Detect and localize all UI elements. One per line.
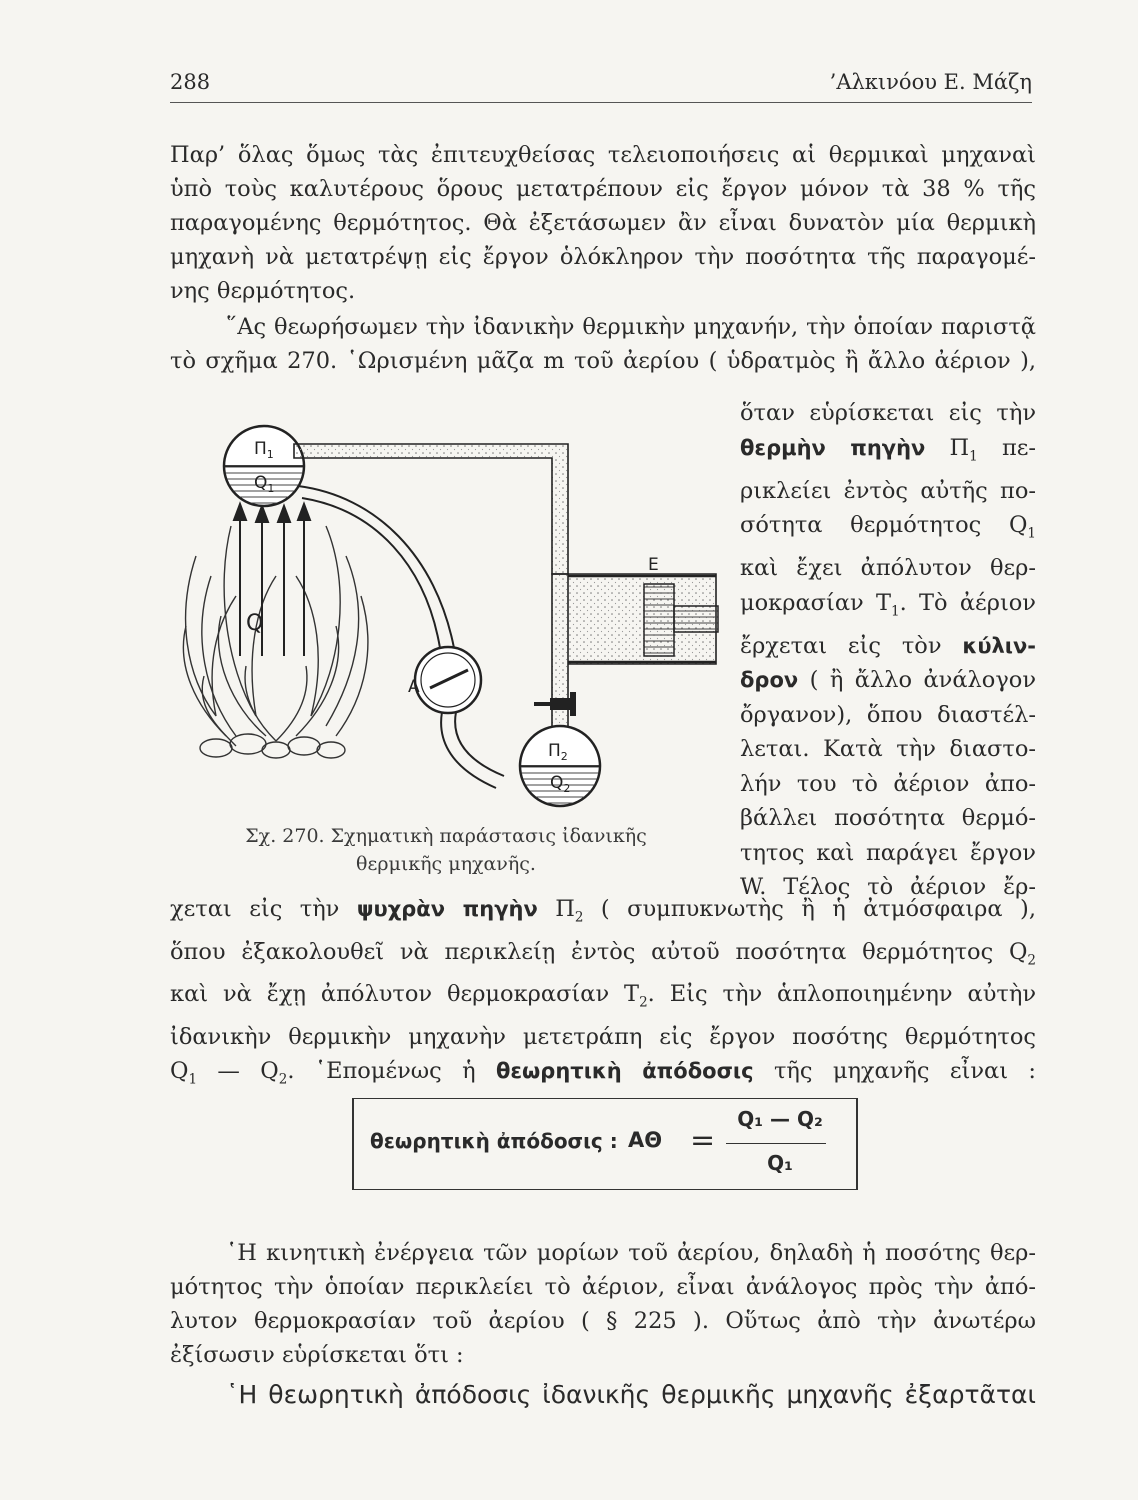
formula-variable: ΑΘ bbox=[628, 1128, 663, 1152]
text-line: τητος καὶ παράγει ἔργον bbox=[740, 839, 1036, 866]
text-line: λήν του τὸ ἀέριον ἀπο- bbox=[740, 770, 1036, 797]
gauge-a bbox=[408, 647, 481, 713]
subscript: 1 bbox=[188, 1071, 198, 1087]
final-statement-line: ῾Η θεωρητικὴ ἀπόδοσις ἰδανικῆς θερμικῆς μηχανῆς ἐξαρτᾶται bbox=[226, 1380, 1036, 1409]
text: σότητα θερμότητος Q bbox=[740, 512, 1028, 538]
text-line: τὸ σχῆμα 270. ῾Ωρισμένη μᾶζα m τοῦ ἀερίου ( ὑδρατμὸς ἢ ἄλλο ἀέριον ), bbox=[170, 348, 1036, 374]
text-line bbox=[740, 629, 1036, 664]
text: . ῾Επομένως ἡ bbox=[287, 1057, 476, 1084]
text-line bbox=[170, 892, 1036, 935]
text-line: W. Τέλος τὸ ἀέριον ἔρ- bbox=[740, 874, 1036, 900]
paragraph-2 bbox=[170, 310, 1036, 378]
symbol: Π bbox=[949, 434, 970, 461]
label-p1: $\Pi_1$ bbox=[254, 439, 274, 461]
label-e: E bbox=[648, 555, 659, 575]
text-line: μότητος τὴν ὁποίαν περικλείει τὸ ἀέριον, εἶναι ἀνάλογος πρὸς τὴν ἀπό- bbox=[170, 1274, 1036, 1300]
text-line: ῾Η κινητικὴ ἐνέργεια τῶν μορίων τοῦ ἀερίου, δηλαδὴ ἡ ποσότης θερ- bbox=[226, 1240, 1036, 1266]
text-line bbox=[170, 1054, 1036, 1097]
text-line: λυτον θερμοκρασίαν τοῦ ἀερίου ( § 225 ). Οὕτως ἀπὸ τὴν ἀνωτέρω bbox=[170, 1308, 1036, 1334]
figure-ideal-heat-engine bbox=[176, 416, 724, 836]
term-cold-source: ψυχρὰν πηγὴν bbox=[356, 897, 538, 921]
text: τῆς μηχανῆς εἶναι : bbox=[773, 1057, 1036, 1084]
text: χεται εἰς τὴν bbox=[170, 896, 340, 922]
text: ὅπου ἐξακολουθεῖ νὰ περικλείῃ ἐντὸς αὐτοῦ ποσότητα θερμότητος Q bbox=[170, 938, 1028, 965]
text-line: βάλλει ποσότητα θερμό- bbox=[740, 805, 1036, 831]
text: — Q bbox=[197, 1057, 279, 1084]
text-line: ὑπὸ τοὺς καλυτέρους ὅρους μετατρέπουν εἰς ἔργον μόνον τὰ 38 % τῆς bbox=[170, 176, 1036, 202]
label-q1: $Q_1$ bbox=[254, 473, 275, 495]
term-hot-source: θερμὴν πηγὴν bbox=[740, 435, 926, 460]
label-a: A bbox=[408, 677, 420, 697]
text-line bbox=[170, 977, 1036, 1020]
text-line: ῞Ας θεωρήσωμεν τὴν ἰδανικὴν θερμικὴν μηχανήν, τὴν ὁποίαν παριστᾷ bbox=[226, 314, 1036, 340]
subscript: 1 bbox=[1027, 525, 1036, 542]
text-line: ἰδανικὴν θερμικὴν μηχανὴν μετετράπη εἰς ἔργον ποσότης θερμότητος bbox=[170, 1023, 1036, 1050]
running-head: ’Αλκινόου Ε. Μάζη bbox=[829, 70, 1032, 94]
text: . Εἰς τὴν ἁπλοποιημένην αὐτὴν bbox=[647, 981, 1036, 1007]
fraction-numerator: Q₁ — Q₂ bbox=[737, 1107, 823, 1131]
piston-rod bbox=[674, 606, 718, 632]
subscript: 2 bbox=[278, 1071, 288, 1087]
term-cylinder: κύλιν- bbox=[962, 633, 1036, 658]
flame-drawing bbox=[183, 526, 367, 746]
text-line bbox=[740, 431, 1036, 474]
label-q: Q bbox=[246, 611, 264, 636]
text-line bbox=[740, 663, 1036, 698]
formula-label: θεωρητικὴ ἀπόδοσις : bbox=[370, 1129, 618, 1153]
side-column-text bbox=[740, 396, 1036, 905]
fraction-bar bbox=[726, 1143, 826, 1144]
paragraph-1 bbox=[170, 138, 1036, 308]
page-number: 288 bbox=[170, 70, 211, 94]
text: καὶ νὰ ἔχῃ ἀπόλυτον θερμοκρασίαν Τ bbox=[170, 981, 640, 1007]
text: πε- bbox=[1001, 434, 1037, 461]
subscript: 2 bbox=[1027, 952, 1036, 968]
figure-caption bbox=[186, 822, 706, 878]
text: . Τὸ ἀέριον bbox=[899, 589, 1036, 616]
text: ἔρχεται εἰς τὸν bbox=[740, 632, 942, 659]
text: μοκρασίαν Τ bbox=[740, 589, 891, 616]
label-q2: $Q_2$ bbox=[550, 773, 571, 795]
term-theoretical-efficiency: θεωρητικὴ ἀπόδοσις bbox=[495, 1058, 754, 1083]
text-line: ὄργανον), ὅπου διαστέλ- bbox=[740, 701, 1036, 728]
paragraph-4 bbox=[170, 1236, 1036, 1372]
text-line: ρικλείει ἐντὸς αὐτῆς πο- bbox=[740, 477, 1036, 504]
subscript: 1 bbox=[969, 448, 978, 464]
text-line: παραγομένης θερμότητος. Θὰ ἐξετάσωμεν ἂν εἶναι δυνατὸν μία θερμικὴ bbox=[170, 210, 1036, 236]
text-line bbox=[740, 508, 1036, 551]
symbol: Π bbox=[555, 896, 575, 922]
text-line: νης θερμότητος. bbox=[170, 278, 356, 304]
text: Q bbox=[170, 1057, 189, 1084]
hot-source-flask bbox=[224, 426, 304, 506]
curved-tube bbox=[298, 486, 454, 648]
subscript: 1 bbox=[891, 603, 900, 619]
text-line: λεται. Κατὰ τὴν διαστο- bbox=[740, 736, 1036, 762]
text-line: ἐξίσωσιν εὑρίσκεται ὅτι : bbox=[170, 1342, 464, 1368]
cold-source-flask bbox=[520, 726, 600, 806]
text: ( ἢ ἄλλο ἀνάλογον bbox=[809, 667, 1036, 693]
piston bbox=[644, 584, 674, 656]
formula-box bbox=[352, 1098, 858, 1190]
text: ( συμπυκνωτὴς ἢ ἡ ἀτμόσφαιρα ), bbox=[600, 896, 1036, 922]
term-cylinder-end: δρον bbox=[740, 668, 799, 692]
subscript: 2 bbox=[639, 994, 648, 1011]
formula-equals: = bbox=[690, 1123, 716, 1158]
text-line bbox=[170, 935, 1036, 978]
caption-line-2: θερμικῆς μηχανῆς. bbox=[356, 853, 536, 875]
page-header bbox=[170, 66, 1032, 103]
text-line: Παρ’ ὅλας ὅμως τὰς ἐπιτευχθείσας τελειοποιήσεις αἱ θερμικαὶ μηχαναὶ bbox=[170, 142, 1036, 168]
text-line: ὅταν εὑρίσκεται εἰς τὴν bbox=[740, 400, 1036, 426]
lower-tube bbox=[441, 712, 504, 788]
text-line: καὶ ἔχει ἀπόλυτον θερ- bbox=[740, 555, 1036, 581]
subscript: 2 bbox=[574, 909, 584, 926]
label-p2: $\Pi_2$ bbox=[548, 741, 568, 763]
caption-line-1: Σχ. 270. Σχηματικὴ παράστασις ἰδανικῆς bbox=[245, 825, 647, 847]
fraction-denominator: Q₁ bbox=[767, 1151, 793, 1175]
paragraph-3 bbox=[170, 892, 1036, 1096]
text-line bbox=[740, 586, 1036, 629]
text-line: μηχανὴ νὰ μετατρέψῃ εἰς ἔργον ὁλόκληρον τὴν ποσότητα τῆς παραγομέ- bbox=[170, 244, 1036, 270]
